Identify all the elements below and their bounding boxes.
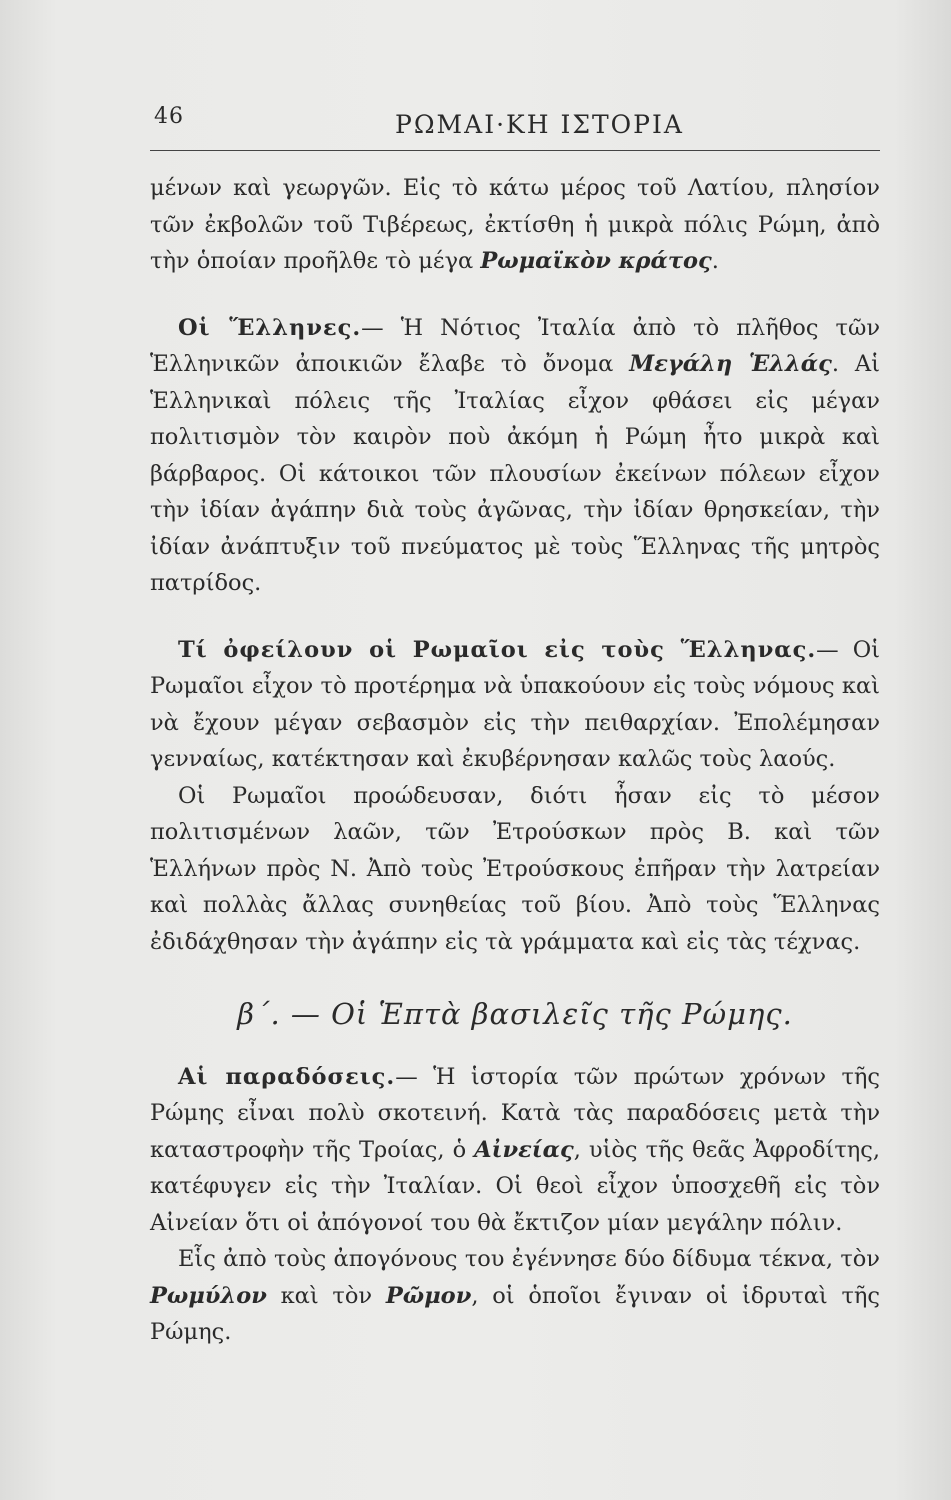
intro-paragraph [150, 170, 880, 280]
running-title: ΡΩΜΑΙ·ΚΗ ΙΣΤΟΡΙΑ [395, 110, 684, 139]
intro-emphasis: Ρωμαϊκὸν κράτος [480, 248, 712, 274]
section-heading-debt: Τί ὀφείλουν οἱ Ρωμαῖοι εἰς τοὺς Ἕλληνας. [178, 636, 817, 663]
page-number: 46 [154, 104, 184, 129]
traditions-p2-a: Εἷς ἀπὸ τοὺς ἀπογόνους του ἐγέννησε δύο δίδυμα τέκνα, τὸν [178, 1246, 880, 1272]
greeks-text-a: — Ἡ Νότιος Ἰταλία ἀπὸ τὸ πλῆθος τῶν Ἑλληνικῶν ἀποικιῶν ἔλαβε τὸ ὄνομα [150, 314, 880, 377]
traditions-text-a: — Ἡ ἱστορία τῶν πρώτων χρόνων τῆς Ρώμης εἶναι πολὺ σκοτεινή. Κατὰ τὰς παραδόσεις μετὰ τὴν καταστροφὴν τῆς Τροίας, ὁ [150, 1063, 880, 1163]
greeks-paragraph [150, 310, 880, 602]
traditions-text-b: , υἱὸς τῆς θεᾶς Ἀφροδίτης, κατέφυγεν εἰς τὴν Ἰταλίαν. Οἱ θεοὶ εἶχον ὑποσχεθῆ εἰς τὸν Αἰνείαν ὅτι οἱ ἀπόγονοί του θὰ ἔκτιζον μίαν μεγάλην πόλιν. [150, 1136, 880, 1236]
greeks-text-b: . Αἱ Ἑλληνικαὶ πόλεις τῆς Ἰταλίας εἶχον φθάσει εἰς μέγαν πολιτισμὸν τὸν καιρὸν ποὺ ἀκόμη ἡ Ρώμη ἦτο μικρὰ καὶ βάρβαρος. Οἱ κάτοικοι τῶν πλουσίων ἐκείνων πόλεων εἶχον τὴν ἰδίαν ἀγάπην διὰ τοὺς ἀγῶνας, τὴν ἰδίαν θρησκείαν, τὴν ἰδίαν ἀνάπτυξιν τοῦ πνεύματος μὲ τοὺς Ἕλληνας τῆς μητρὸς πατρίδος. [150, 351, 880, 596]
traditions-p2-emphasis-2: Ρῶμον [385, 1282, 472, 1309]
traditions-emphasis: Αἰνείας [474, 1136, 574, 1163]
debt-text: — Οἱ Ρωμαῖοι εἶχον τὸ προτέρημα νὰ ὑπακούουν εἰς τοὺς νόμους καὶ νὰ ἔχουν μέγαν σεβασμὸν εἰς τὴν πειθαρχίαν. Ἐπολέμησαν γενναίως, κατέκτησαν καὶ ἐκυβέρνησαν καλῶς τοὺς λαούς. [150, 636, 881, 772]
body-text [150, 170, 880, 1351]
intro-text-b: . [711, 248, 719, 274]
debt-paragraph-2: Οἱ Ρωμαῖοι προώδευσαν, διότι ἦσαν εἰς τὸ μέσον πολιτισμένων λαῶν, τῶν Ἐτρούσκων πρὸς Β. καὶ τῶν Ἑλλήνων πρὸς Ν. Ἀπὸ τοὺς Ἐτρούσκους ἐπῆραν τὴν λατρείαν καὶ πολλὰς ἄλλας συνηθείας τοῦ βίου. Ἀπὸ τοὺς Ἕλληνας ἐδιδάχθησαν τὴν ἀγάπην εἰς τὰ γράμματα καὶ εἰς τὰς τέχνας. [150, 782, 880, 955]
section-heading-greeks: Οἱ Ἕλληνες. [178, 314, 362, 341]
traditions-p2-c: , οἱ ὁποῖοι ἔγιναν οἱ ἱδρυταὶ τῆς Ρώμης. [150, 1282, 880, 1345]
debt-paragraph [150, 632, 880, 778]
greeks-emphasis: Μεγάλη Ἑλλάς [629, 351, 832, 377]
intro-text-a: μένων καὶ γεωργῶν. Εἰς τὸ κάτω μέρος τοῦ Λατίου, πλησίον τῶν ἐκβολῶν τοῦ Τιβέρεως, ἐκτίσθη ἡ μικρὰ πόλις Ρώμη, ἀπὸ τὴν ὁποίαν προῆλθε τὸ μέγα [150, 175, 880, 274]
chapter-title: β΄. — Οἱ Ἑπτὰ βασιλεῖς τῆς Ρώμης. [237, 997, 793, 1031]
traditions-p2-emphasis-1: Ρωμύλον [150, 1282, 267, 1309]
traditions-paragraph-2 [150, 1241, 880, 1351]
traditions-p2-b: καὶ τὸν [266, 1282, 386, 1309]
traditions-paragraph [150, 1059, 880, 1242]
section-heading-traditions: Αἱ παραδόσεις. [178, 1063, 396, 1090]
page-header [150, 100, 880, 151]
